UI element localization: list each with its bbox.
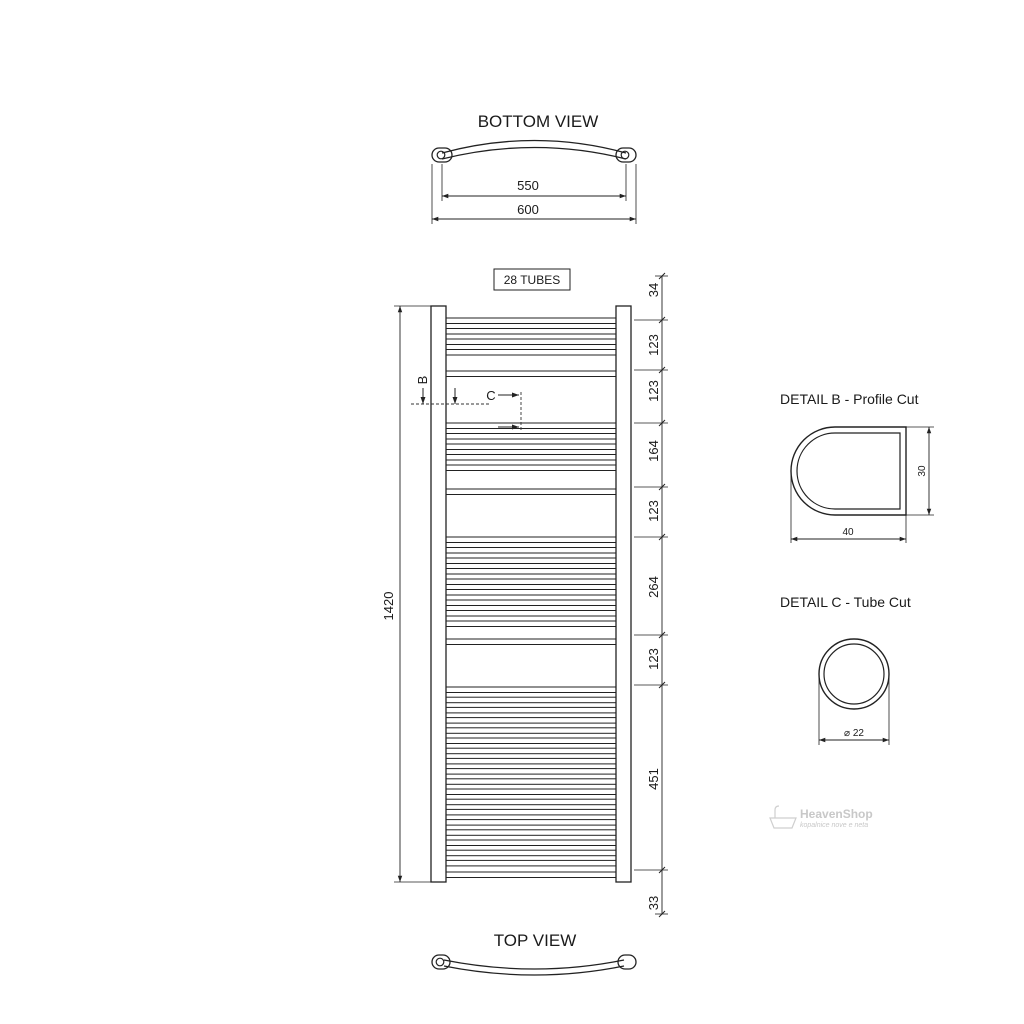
right-dimension-chain bbox=[634, 273, 668, 917]
bottom-inner-width-label: 550 bbox=[517, 178, 539, 193]
right-post bbox=[616, 306, 631, 882]
right-dimension-label: 123 bbox=[646, 648, 661, 670]
tube bbox=[446, 779, 616, 785]
tube bbox=[446, 489, 616, 495]
bottom-view bbox=[432, 112, 636, 224]
right-dimension-label: 123 bbox=[646, 334, 661, 356]
right-dimension-label: 451 bbox=[646, 768, 661, 790]
tube bbox=[446, 748, 616, 754]
tube-count-label: 28 TUBES bbox=[503, 273, 561, 287]
tube bbox=[446, 738, 616, 744]
profile-cut-outer bbox=[791, 427, 906, 515]
right-dimension-label: 123 bbox=[646, 380, 661, 402]
bathtub-icon bbox=[770, 806, 796, 828]
tube bbox=[446, 872, 616, 878]
tube bbox=[446, 860, 616, 866]
tube bbox=[446, 830, 616, 836]
tube bbox=[446, 639, 616, 645]
tube bbox=[446, 799, 616, 805]
right-dimension-label: 33 bbox=[646, 895, 661, 911]
bottom-view-title: BOTTOM VIEW bbox=[477, 112, 599, 131]
tube-cut-outer bbox=[819, 639, 889, 709]
tube bbox=[446, 558, 616, 564]
tube bbox=[446, 687, 616, 693]
watermark bbox=[770, 806, 873, 829]
detail-b-width-label: 40 bbox=[842, 527, 854, 538]
tube bbox=[446, 537, 616, 543]
section-b-label: B bbox=[415, 375, 430, 385]
tube bbox=[446, 697, 616, 703]
tube bbox=[446, 809, 616, 815]
tube bbox=[446, 350, 616, 356]
top-right-end-cap bbox=[618, 955, 636, 969]
tube bbox=[446, 423, 616, 429]
overall-height-label: 1420 bbox=[381, 591, 396, 621]
right-end-cap bbox=[616, 148, 636, 162]
watermark-brand: HeavenShop bbox=[800, 807, 873, 821]
top-view bbox=[432, 931, 636, 975]
detail-c bbox=[780, 594, 911, 745]
detail-c-diameter-label: ⌀ 22 bbox=[844, 728, 864, 739]
tube bbox=[446, 611, 616, 617]
tube bbox=[446, 579, 616, 585]
tube bbox=[446, 728, 616, 734]
tube bbox=[446, 621, 616, 627]
tube bbox=[446, 758, 616, 764]
tube-group bbox=[446, 318, 616, 878]
section-marker-c bbox=[486, 388, 521, 430]
bottom-outer-width-label: 600 bbox=[517, 202, 539, 217]
section-c-label: C bbox=[486, 388, 496, 403]
left-end-cap bbox=[432, 148, 452, 162]
right-dimension-label: 264 bbox=[646, 576, 661, 598]
tube bbox=[446, 769, 616, 775]
section-marker-b bbox=[411, 376, 490, 404]
profile-cut-inner bbox=[797, 433, 900, 509]
tube bbox=[446, 569, 616, 575]
tube bbox=[446, 339, 616, 345]
front-view bbox=[381, 273, 668, 917]
top-view-title: TOP VIEW bbox=[493, 931, 577, 950]
tube bbox=[446, 707, 616, 713]
detail-b-title: DETAIL B - Profile Cut bbox=[780, 391, 919, 407]
detail-b-height-label: 30 bbox=[917, 465, 928, 477]
tube bbox=[446, 850, 616, 856]
detail-c-title: DETAIL C - Tube Cut bbox=[780, 594, 911, 610]
tube bbox=[446, 434, 616, 440]
detail-b bbox=[780, 391, 934, 543]
tube bbox=[446, 548, 616, 554]
tube bbox=[446, 820, 616, 826]
tube bbox=[446, 465, 616, 471]
top-left-connector-icon bbox=[436, 958, 444, 966]
right-dimension-label: 34 bbox=[646, 282, 661, 298]
tube bbox=[446, 371, 616, 377]
tube-count-box bbox=[494, 269, 570, 290]
tube bbox=[446, 590, 616, 596]
right-dimension-label: 123 bbox=[646, 500, 661, 522]
tube bbox=[446, 789, 616, 795]
tube bbox=[446, 329, 616, 335]
tube bbox=[446, 600, 616, 606]
tube-cut-inner bbox=[824, 644, 884, 704]
tube bbox=[446, 840, 616, 846]
tube bbox=[446, 318, 616, 324]
top-left-end-cap bbox=[432, 955, 450, 969]
left-connector-icon bbox=[437, 151, 445, 159]
left-post bbox=[431, 306, 446, 882]
right-dimension-label: 164 bbox=[646, 440, 661, 462]
watermark-tagline: kopalnice nove e neta bbox=[800, 822, 869, 829]
tube bbox=[446, 455, 616, 461]
tube bbox=[446, 718, 616, 724]
tube bbox=[446, 444, 616, 450]
